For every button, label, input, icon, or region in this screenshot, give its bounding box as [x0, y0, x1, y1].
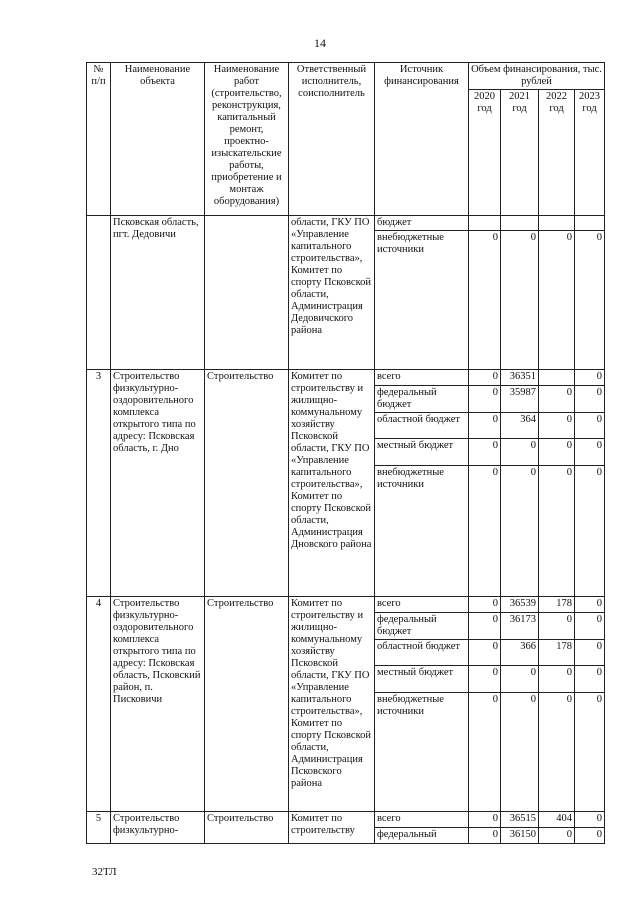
work-type	[205, 216, 289, 370]
funding-amount-2021: 0	[501, 666, 539, 692]
funding-amount-2020: 0	[469, 612, 501, 639]
funding-amount-2023: 0	[575, 612, 605, 639]
funding-amount-2021: 364	[501, 412, 539, 438]
funding-amount-2021: 0	[501, 465, 539, 597]
funding-amount-2020: 0	[469, 465, 501, 597]
funding-amount-2022: 178	[539, 640, 575, 666]
funding-amount-2023: 0	[575, 812, 605, 827]
funding-amount-2023: 0	[575, 231, 605, 370]
funding-source: местный бюджет	[375, 666, 469, 692]
table-row	[87, 216, 605, 231]
funding-amount-2021: 0	[501, 231, 539, 370]
work-type: Строительство	[205, 812, 289, 844]
responsible-executor: области, ГКУ ПО «Управление капитального строительства», Комитет по спорту Псковской области, Администрация Дедовичского района	[289, 216, 375, 370]
funding-source: внебюджетные источники	[375, 692, 469, 812]
funding-source: внебюджетные источники	[375, 231, 469, 370]
item-number: 4	[87, 597, 111, 812]
page-number: 14	[314, 36, 326, 50]
funding-amount-2022: 0	[539, 412, 575, 438]
funding-amount-2021: 36173	[501, 612, 539, 639]
header-volume: Объем финансирования, тыс. рублей	[469, 63, 605, 90]
funding-amount-2022: 0	[539, 439, 575, 465]
object-name: Строительство физкультурно-оздоровительного комплекса открытого типа по адресу: Псковская область, Псковский район, п. Писковичи	[111, 597, 205, 812]
responsible-executor: Комитет по строительству и жилищно-коммунальному хозяйству Псковской области, ГКУ ПО «Управление капитального строительства», Комитет по спорту Псковской области, Администрация Дновского района	[289, 370, 375, 597]
header-source: Источник финансирования	[375, 63, 469, 216]
funding-amount-2022: 0	[539, 231, 575, 370]
funding-amount-2022: 0	[539, 465, 575, 597]
item-number: 3	[87, 370, 111, 597]
header-num: № п/п	[87, 63, 111, 216]
funding-amount-2022: 178	[539, 597, 575, 612]
work-type: Строительство	[205, 597, 289, 812]
funding-source: областной бюджет	[375, 412, 469, 438]
header-year-2022: 2022 год	[539, 90, 575, 216]
funding-amount-2021: 366	[501, 640, 539, 666]
funding-source: федеральный бюджет	[375, 612, 469, 639]
funding-amount-2021: 36150	[501, 827, 539, 843]
responsible-executor: Комитет по строительству	[289, 812, 375, 844]
funding-amount-2022	[539, 370, 575, 385]
funding-amount-2023: 0	[575, 385, 605, 412]
funding-amount-2022	[539, 216, 575, 231]
funding-amount-2021: 35987	[501, 385, 539, 412]
funding-amount-2020: 0	[469, 812, 501, 827]
table-row	[87, 812, 605, 827]
item-number	[87, 216, 111, 370]
funding-amount-2021: 0	[501, 439, 539, 465]
funding-source: всего	[375, 812, 469, 827]
funding-amount-2022: 0	[539, 612, 575, 639]
funding-amount-2020: 0	[469, 640, 501, 666]
funding-amount-2021: 36351	[501, 370, 539, 385]
funding-amount-2022: 404	[539, 812, 575, 827]
work-type: Строительство	[205, 370, 289, 597]
funding-amount-2023: 0	[575, 597, 605, 612]
item-number: 5	[87, 812, 111, 844]
funding-amount-2020: 0	[469, 666, 501, 692]
funding-amount-2022: 0	[539, 692, 575, 812]
funding-amount-2020: 0	[469, 597, 501, 612]
funding-source: всего	[375, 370, 469, 385]
object-name: Псковская область, пгт. Дедовичи	[111, 216, 205, 370]
table-row	[87, 370, 605, 385]
object-name: Строительство физкультурно-	[111, 812, 205, 844]
funding-amount-2022: 0	[539, 827, 575, 843]
funding-amount-2020	[469, 216, 501, 231]
object-name: Строительство физкультурно-оздоровительного комплекса открытого типа по адресу: Псковская область, г. Дно	[111, 370, 205, 597]
funding-amount-2023	[575, 216, 605, 231]
funding-amount-2023: 0	[575, 666, 605, 692]
funding-source: всего	[375, 597, 469, 612]
funding-source: местный бюджет	[375, 439, 469, 465]
funding-amount-2020: 0	[469, 827, 501, 843]
header-responsible: Ответственный исполнитель, соисполнитель	[289, 63, 375, 216]
funding-source: федеральный	[375, 827, 469, 843]
funding-amount-2021: 36515	[501, 812, 539, 827]
header-works: Наименование работ (строительство, реконструкция, капитальный ремонт, проектно-изыскательские работы, приобретение и монтаж оборудования)	[205, 63, 289, 216]
funding-source: федеральный бюджет	[375, 385, 469, 412]
funding-amount-2021	[501, 216, 539, 231]
funding-amount-2020: 0	[469, 231, 501, 370]
funding-amount-2020: 0	[469, 370, 501, 385]
funding-amount-2020: 0	[469, 412, 501, 438]
header-year-2021: 2021 год	[501, 90, 539, 216]
funding-source: областной бюджет	[375, 640, 469, 666]
funding-source: бюджет	[375, 216, 469, 231]
footer-code: 32ТЛ	[92, 866, 117, 878]
funding-amount-2021: 36539	[501, 597, 539, 612]
header-row	[87, 63, 605, 90]
funding-amount-2023: 0	[575, 640, 605, 666]
funding-amount-2022: 0	[539, 385, 575, 412]
header-year-2020: 2020 год	[469, 90, 501, 216]
responsible-executor: Комитет по строительству и жилищно-коммунальному хозяйству Псковской области, ГКУ ПО «Управление капитального строительства», Комитет по спорту Псковской области, Администрация Псковского района	[289, 597, 375, 812]
table-row	[87, 597, 605, 612]
funding-amount-2023: 0	[575, 827, 605, 843]
funding-amount-2023: 0	[575, 465, 605, 597]
funding-amount-2020: 0	[469, 439, 501, 465]
funding-amount-2023: 0	[575, 370, 605, 385]
funding-amount-2023: 0	[575, 439, 605, 465]
funding-amount-2023: 0	[575, 692, 605, 812]
funding-amount-2023: 0	[575, 412, 605, 438]
funding-amount-2021: 0	[501, 692, 539, 812]
funding-amount-2022: 0	[539, 666, 575, 692]
financing-table	[86, 62, 605, 844]
header-object: Наименование объекта	[111, 63, 205, 216]
funding-amount-2020: 0	[469, 692, 501, 812]
funding-amount-2020: 0	[469, 385, 501, 412]
funding-source: внебюджетные источники	[375, 465, 469, 597]
header-year-2023: 2023 год	[575, 90, 605, 216]
